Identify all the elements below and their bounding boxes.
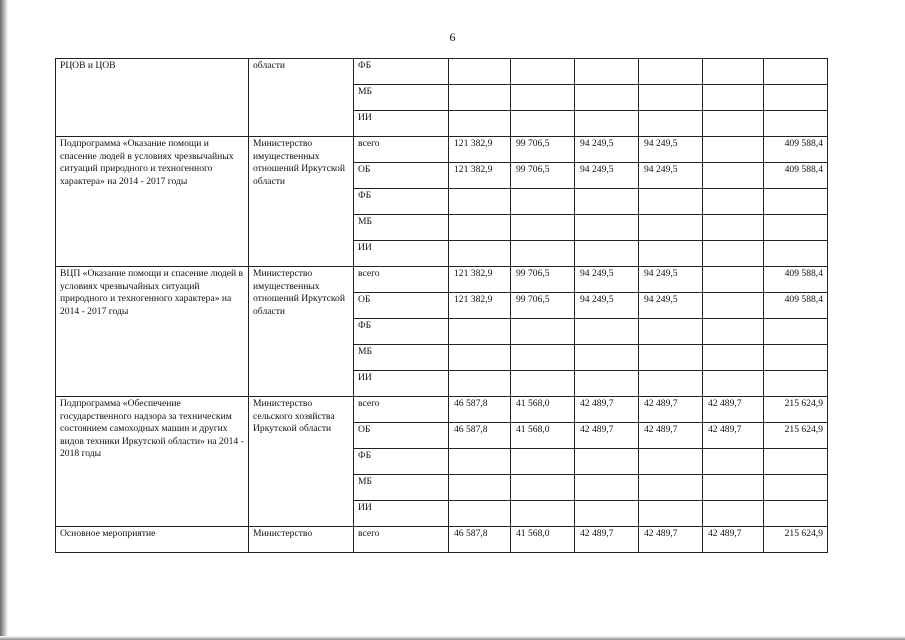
amount-cell [511, 501, 575, 527]
amount-cell [575, 345, 639, 371]
responsible-cell: Министерство [249, 527, 354, 553]
amount-cell [639, 345, 703, 371]
amount-cell [703, 163, 764, 189]
amount-cell [449, 449, 511, 475]
amount-cell [703, 293, 764, 319]
amount-cell [639, 85, 703, 111]
amount-cell [639, 319, 703, 345]
amount-cell: 41 568,0 [511, 397, 575, 423]
funding-source-cell: МБ [354, 345, 449, 371]
amount-cell: 94 249,5 [639, 163, 703, 189]
amount-cell [703, 215, 764, 241]
total-amount-cell: 215 624,9 [764, 527, 828, 553]
program-name-cell: Основное мероприятие [56, 527, 249, 553]
amount-cell [575, 59, 639, 85]
amount-cell: 94 249,5 [575, 163, 639, 189]
total-amount-cell [764, 345, 828, 371]
funding-source-cell: всего [354, 137, 449, 163]
amount-cell [449, 189, 511, 215]
total-amount-cell: 409 588,4 [764, 163, 828, 189]
amount-cell [511, 475, 575, 501]
table-row [56, 527, 828, 553]
funding-source-cell: всего [354, 527, 449, 553]
table-row [56, 59, 828, 85]
amount-cell [449, 475, 511, 501]
total-amount-cell: 215 624,9 [764, 397, 828, 423]
amount-cell [511, 241, 575, 267]
amount-cell: 94 249,5 [639, 293, 703, 319]
amount-cell: 94 249,5 [575, 293, 639, 319]
funding-source-cell: ФБ [354, 189, 449, 215]
funding-table [55, 58, 828, 553]
amount-cell: 41 568,0 [511, 527, 575, 553]
amount-cell: 121 382,9 [449, 163, 511, 189]
amount-cell [703, 85, 764, 111]
total-amount-cell [764, 449, 828, 475]
total-amount-cell [764, 111, 828, 137]
amount-cell [703, 371, 764, 397]
page-number: 6 [449, 30, 456, 44]
table-row [56, 267, 828, 293]
amount-cell [575, 241, 639, 267]
funding-source-cell: всего [354, 397, 449, 423]
amount-cell [575, 111, 639, 137]
funding-source-cell: ОБ [354, 163, 449, 189]
amount-cell: 42 489,7 [575, 527, 639, 553]
amount-cell: 46 587,8 [449, 423, 511, 449]
amount-cell [575, 501, 639, 527]
amount-cell: 121 382,9 [449, 267, 511, 293]
amount-cell [511, 189, 575, 215]
total-amount-cell: 215 624,9 [764, 423, 828, 449]
amount-cell: 42 489,7 [639, 423, 703, 449]
amount-cell: 99 706,5 [511, 137, 575, 163]
amount-cell: 94 249,5 [639, 267, 703, 293]
amount-cell [511, 319, 575, 345]
amount-cell: 94 249,5 [575, 137, 639, 163]
total-amount-cell: 409 588,4 [764, 137, 828, 163]
amount-cell [703, 475, 764, 501]
total-amount-cell [764, 501, 828, 527]
amount-cell [703, 137, 764, 163]
amount-cell: 42 489,7 [703, 397, 764, 423]
total-amount-cell: 409 588,4 [764, 267, 828, 293]
amount-cell: 121 382,9 [449, 293, 511, 319]
funding-source-cell: ФБ [354, 449, 449, 475]
funding-source-cell: МБ [354, 85, 449, 111]
program-name-cell: Подпрограмма «Оказание помощи и спасение людей в условиях чрезвычайных ситуаций природного и техногенного характера» на 2014 - 2017 годы [56, 137, 249, 267]
table-row [56, 137, 828, 163]
amount-cell [511, 345, 575, 371]
amount-cell [449, 241, 511, 267]
amount-cell: 99 706,5 [511, 293, 575, 319]
amount-cell: 46 587,8 [449, 397, 511, 423]
amount-cell [449, 501, 511, 527]
amount-cell [575, 215, 639, 241]
amount-cell [449, 371, 511, 397]
amount-cell [639, 215, 703, 241]
amount-cell [639, 449, 703, 475]
program-name-cell: ВЦП «Оказание помощи и спасение людей в условиях чрезвычайных ситуаций природного и техногенного характера» на 2014 - 2017 годы [56, 267, 249, 397]
funding-source-cell: МБ [354, 475, 449, 501]
total-amount-cell: 409 588,4 [764, 293, 828, 319]
funding-source-cell: ОБ [354, 293, 449, 319]
program-name-cell: РЦОВ и ЦОВ [56, 59, 249, 137]
amount-cell [639, 371, 703, 397]
amount-cell [703, 345, 764, 371]
amount-cell: 42 489,7 [639, 397, 703, 423]
amount-cell [703, 59, 764, 85]
amount-cell [511, 59, 575, 85]
funding-source-cell: ОБ [354, 423, 449, 449]
total-amount-cell [764, 319, 828, 345]
funding-source-cell: МБ [354, 215, 449, 241]
responsible-cell: области [249, 59, 354, 137]
amount-cell [449, 59, 511, 85]
amount-cell [639, 475, 703, 501]
total-amount-cell [764, 85, 828, 111]
amount-cell: 99 706,5 [511, 267, 575, 293]
scan-left-edge [0, 0, 8, 640]
amount-cell [639, 241, 703, 267]
amount-cell: 121 382,9 [449, 137, 511, 163]
amount-cell: 42 489,7 [575, 397, 639, 423]
amount-cell: 42 489,7 [639, 527, 703, 553]
total-amount-cell [764, 59, 828, 85]
scan-bottom-edge [0, 636, 905, 640]
amount-cell [575, 85, 639, 111]
amount-cell [449, 85, 511, 111]
funding-source-cell: ИИ [354, 371, 449, 397]
funding-source-cell: ФБ [354, 59, 449, 85]
responsible-cell: Министерство имущественных отношений Иркутской области [249, 267, 354, 397]
amount-cell [511, 111, 575, 137]
amount-cell [511, 371, 575, 397]
amount-cell [703, 449, 764, 475]
program-name-cell: Подпрограмма «Обеспечение государственного надзора за техническим состоянием самоходных машин и других видов техники Иркутской области» на 2014 - 2018 годы [56, 397, 249, 527]
amount-cell: 42 489,7 [575, 423, 639, 449]
total-amount-cell [764, 475, 828, 501]
amount-cell: 41 568,0 [511, 423, 575, 449]
funding-source-cell: ФБ [354, 319, 449, 345]
responsible-cell: Министерство сельского хозяйства Иркутской области [249, 397, 354, 527]
amount-cell [511, 215, 575, 241]
amount-cell [703, 267, 764, 293]
amount-cell [449, 111, 511, 137]
amount-cell [575, 449, 639, 475]
amount-cell [703, 111, 764, 137]
total-amount-cell [764, 371, 828, 397]
amount-cell [703, 241, 764, 267]
amount-cell: 94 249,5 [639, 137, 703, 163]
amount-cell [639, 189, 703, 215]
total-amount-cell [764, 241, 828, 267]
amount-cell [511, 85, 575, 111]
funding-source-cell: ИИ [354, 111, 449, 137]
funding-source-cell: ИИ [354, 241, 449, 267]
amount-cell: 46 587,8 [449, 527, 511, 553]
total-amount-cell [764, 215, 828, 241]
amount-cell [449, 345, 511, 371]
funding-source-cell: всего [354, 267, 449, 293]
amount-cell [449, 319, 511, 345]
amount-cell [639, 501, 703, 527]
amount-cell [575, 371, 639, 397]
amount-cell [575, 475, 639, 501]
amount-cell: 99 706,5 [511, 163, 575, 189]
amount-cell [703, 501, 764, 527]
amount-cell: 42 489,7 [703, 423, 764, 449]
funding-source-cell: ИИ [354, 501, 449, 527]
amount-cell [703, 189, 764, 215]
amount-cell [639, 59, 703, 85]
total-amount-cell [764, 189, 828, 215]
amount-cell: 94 249,5 [575, 267, 639, 293]
amount-cell [575, 189, 639, 215]
table-row [56, 397, 828, 423]
amount-cell [639, 111, 703, 137]
amount-cell: 42 489,7 [703, 527, 764, 553]
amount-cell [575, 319, 639, 345]
responsible-cell: Министерство имущественных отношений Иркутской области [249, 137, 354, 267]
amount-cell [703, 319, 764, 345]
amount-cell [511, 449, 575, 475]
amount-cell [449, 215, 511, 241]
